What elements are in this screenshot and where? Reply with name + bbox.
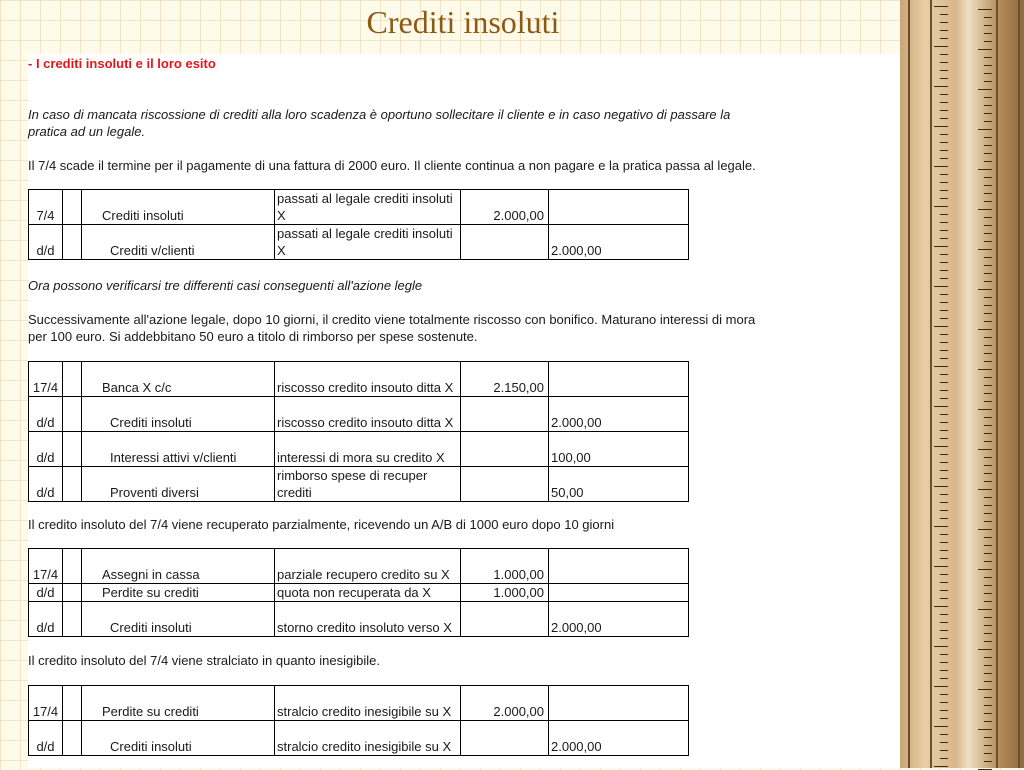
ruler-stripe: [930, 0, 932, 768]
ruler-tick: [934, 566, 948, 567]
ruler-stripe: [1018, 0, 1020, 768]
empty-cell: [63, 432, 82, 467]
ruler-tick: [940, 430, 948, 431]
ruler-tick: [940, 134, 948, 135]
ruler-tick: [934, 726, 948, 727]
dare-cell: 2.000,00: [461, 686, 549, 721]
ruler-tick: [940, 334, 948, 335]
journal-table-3: [28, 548, 689, 637]
table-row: [29, 686, 689, 721]
ruler-tick: [940, 670, 948, 671]
ruler-tick: [940, 238, 948, 239]
ruler-tick: [984, 321, 992, 322]
avere-cell: 2.000,00: [549, 225, 689, 260]
ruler-tick: [978, 489, 992, 490]
ruler-tick: [984, 481, 992, 482]
ruler-tick: [978, 89, 992, 90]
account-cell: Assegni in cassa: [82, 549, 275, 584]
ruler-tick: [984, 297, 992, 298]
ruler-stripe: [908, 0, 910, 768]
avere-cell: [549, 190, 689, 225]
ruler-tick: [940, 494, 948, 495]
paragraph-3-line-2: per 100 euro. Si addebbitano 50 euro a titolo di rimborso per spese sostenute.: [28, 329, 478, 344]
ruler-tick: [984, 25, 992, 26]
ruler-tick: [984, 377, 992, 378]
ruler-tick: [940, 278, 948, 279]
ruler-tick: [940, 710, 948, 711]
dare-cell: [461, 467, 549, 502]
ruler-tick: [940, 454, 948, 455]
ruler-tick: [978, 729, 992, 730]
paragraph-2: Ora possono verificarsi tre differenti casi conseguenti all'azione legle: [28, 278, 423, 293]
ruler-tick: [934, 446, 948, 447]
ruler-tick: [984, 201, 992, 202]
account-cell: Crediti insoluti: [82, 397, 275, 432]
ruler-tick: [984, 121, 992, 122]
date-cell: d/d: [29, 225, 63, 260]
ruler-tick: [940, 22, 948, 23]
ruler-tick: [934, 646, 948, 647]
ruler-tick: [984, 457, 992, 458]
description-cell: quota non recuperata da X: [275, 584, 461, 602]
dare-cell: [461, 225, 549, 260]
ruler-tick: [984, 97, 992, 98]
ruler-tick: [984, 345, 992, 346]
account-cell: Perdite su crediti: [82, 584, 275, 602]
ruler-tick: [934, 486, 948, 487]
empty-cell: [63, 397, 82, 432]
ruler-tick: [940, 478, 948, 479]
ruler-tick: [984, 753, 992, 754]
ruler-tick: [984, 601, 992, 602]
ruler-tick: [940, 390, 948, 391]
description-cell: rimborso spese di recuper crediti: [275, 467, 461, 502]
journal-table-2: [28, 361, 689, 502]
slide-title: Crediti insoluti: [366, 4, 560, 40]
ruler-tick: [940, 62, 948, 63]
dare-cell: [461, 397, 549, 432]
date-cell: d/d: [29, 432, 63, 467]
ruler-tick: [978, 529, 992, 530]
ruler-tick: [984, 665, 992, 666]
ruler-tick: [978, 369, 992, 370]
ruler-tick: [984, 185, 992, 186]
ruler-tick: [984, 561, 992, 562]
ruler-tick: [940, 718, 948, 719]
ruler-tick: [984, 705, 992, 706]
ruler-tick: [940, 574, 948, 575]
description-cell: passati al legale crediti insoluti X: [275, 225, 461, 260]
ruler-tick: [978, 689, 992, 690]
ruler-tick: [984, 137, 992, 138]
ruler-tick: [940, 742, 948, 743]
avere-cell: [549, 584, 689, 602]
ruler-tick: [940, 654, 948, 655]
ruler-tick: [940, 758, 948, 759]
empty-cell: [63, 721, 82, 756]
date-cell: 17/4: [29, 362, 63, 397]
ruler-tick: [984, 65, 992, 66]
ruler-tick: [984, 153, 992, 154]
ruler-tick: [940, 702, 948, 703]
date-cell: 17/4: [29, 686, 63, 721]
account-cell: Perdite su crediti: [82, 686, 275, 721]
account-cell: Crediti insoluti: [82, 602, 275, 637]
ruler-tick: [940, 94, 948, 95]
ruler-tick: [940, 14, 948, 15]
ruler-tick: [940, 78, 948, 79]
ruler-tick: [940, 630, 948, 631]
ruler-tick: [978, 289, 992, 290]
description-cell: riscosso credito insouto ditta X: [275, 362, 461, 397]
ruler-tick: [940, 142, 948, 143]
subtitle: - I crediti insoluti e il loro esito: [28, 56, 216, 71]
ruler-tick: [984, 233, 992, 234]
ruler-tick: [978, 169, 992, 170]
account-cell: Crediti insoluti: [82, 721, 275, 756]
journal-table-4: [28, 685, 689, 756]
ruler-tick: [978, 49, 992, 50]
dare-cell: 1.000,00: [461, 584, 549, 602]
ruler-tick: [978, 649, 992, 650]
ruler-tick: [934, 326, 948, 327]
ruler-tick: [984, 473, 992, 474]
table-row: [29, 721, 689, 756]
ruler-tick: [984, 433, 992, 434]
date-cell: d/d: [29, 467, 63, 502]
dare-cell: [461, 602, 549, 637]
ruler-tick: [984, 217, 992, 218]
ruler-tick: [940, 374, 948, 375]
ruler-tick: [940, 534, 948, 535]
ruler-tick: [940, 502, 948, 503]
ruler-tick: [934, 246, 948, 247]
ruler-tick: [940, 422, 948, 423]
avere-cell: 2.000,00: [549, 397, 689, 432]
empty-cell: [63, 467, 82, 502]
date-cell: d/d: [29, 602, 63, 637]
ruler-tick: [984, 617, 992, 618]
date-cell: 17/4: [29, 549, 63, 584]
date-cell: 7/4: [29, 190, 63, 225]
ruler-tick: [984, 441, 992, 442]
account-cell: Crediti insoluti: [82, 190, 275, 225]
ruler-tick: [934, 86, 948, 87]
ruler-tick: [940, 582, 948, 583]
ruler-tick: [984, 585, 992, 586]
dare-cell: 2.150,00: [461, 362, 549, 397]
ruler-stripe: [996, 0, 998, 768]
table-row: [29, 602, 689, 637]
ruler-tick: [984, 417, 992, 418]
ruler-tick: [940, 294, 948, 295]
table-row: [29, 362, 689, 397]
ruler-tick: [984, 633, 992, 634]
ruler-tick: [984, 713, 992, 714]
paragraph-4: Il credito insoluto del 7/4 viene recuperato parzialmente, ricevendo un A/B di 1000 euro dopo 10 giorni: [28, 517, 615, 532]
ruler-tick: [984, 625, 992, 626]
ruler-tick: [940, 622, 948, 623]
ruler-tick: [940, 190, 948, 191]
ruler-tick: [978, 409, 992, 410]
empty-cell: [63, 362, 82, 397]
date-cell: d/d: [29, 721, 63, 756]
description-cell: interessi di mora su credito X: [275, 432, 461, 467]
avere-cell: 2.000,00: [549, 721, 689, 756]
account-cell: Banca X c/c: [82, 362, 275, 397]
empty-cell: [63, 190, 82, 225]
ruler-tick: [934, 6, 948, 7]
table-row: [29, 584, 689, 602]
ruler-tick: [940, 382, 948, 383]
ruler-tick: [984, 641, 992, 642]
ruler-tick: [984, 33, 992, 34]
ruler-tick: [978, 129, 992, 130]
journal-table-1: [28, 189, 689, 260]
ruler-tick: [940, 150, 948, 151]
empty-cell: [63, 584, 82, 602]
table-row: [29, 225, 689, 260]
avere-cell: 2.000,00: [549, 602, 689, 637]
ruler-tick: [984, 145, 992, 146]
ruler-tick: [934, 166, 948, 167]
date-cell: d/d: [29, 584, 63, 602]
ruler-tick: [984, 497, 992, 498]
ruler-tick: [984, 161, 992, 162]
ruler-tick: [934, 366, 948, 367]
ruler-tick: [940, 214, 948, 215]
ruler-tick: [934, 286, 948, 287]
ruler-tick: [940, 158, 948, 159]
ruler-tick: [984, 761, 992, 762]
ruler-tick: [940, 318, 948, 319]
ruler-tick: [984, 265, 992, 266]
ruler-tick: [984, 193, 992, 194]
ruler-tick: [940, 270, 948, 271]
ruler-tick: [934, 606, 948, 607]
ruler-tick: [984, 73, 992, 74]
ruler-tick: [984, 105, 992, 106]
ruler-tick: [934, 686, 948, 687]
dare-cell: [461, 721, 549, 756]
ruler-tick: [940, 678, 948, 679]
ruler-tick: [934, 206, 948, 207]
date-cell: d/d: [29, 397, 63, 432]
ruler-tick: [984, 465, 992, 466]
ruler-tick: [984, 281, 992, 282]
ruler-tick: [984, 721, 992, 722]
ruler-tick: [984, 113, 992, 114]
paragraph-1: Il 7/4 scade il termine per il pagamente di una fattura di 2000 euro. Il cliente continua a non pagare e la pratica passa al legale.: [28, 158, 756, 173]
ruler-tick: [940, 198, 948, 199]
account-cell: Interessi attivi v/clienti: [82, 432, 275, 467]
table-row: [29, 432, 689, 467]
paragraph-3-line-1: Successivamente all'azione legale, dopo 10 giorni, il credito viene totalmente riscosso con bonifico. Maturano interessi di mora: [28, 312, 756, 327]
ruler-tick: [940, 222, 948, 223]
ruler-tick: [978, 249, 992, 250]
ruler-tick: [940, 638, 948, 639]
dare-cell: 1.000,00: [461, 549, 549, 584]
ruler-tick: [940, 542, 948, 543]
ruler-tick: [984, 593, 992, 594]
ruler-tick: [984, 425, 992, 426]
ruler-tick: [984, 697, 992, 698]
ruler-tick: [984, 513, 992, 514]
account-cell: Proventi diversi: [82, 467, 275, 502]
dare-cell: [461, 432, 549, 467]
ruler-tick: [984, 521, 992, 522]
avere-cell: [549, 686, 689, 721]
empty-cell: [63, 602, 82, 637]
ruler-tick: [940, 590, 948, 591]
ruler-tick: [984, 337, 992, 338]
description-cell: riscosso credito insouto ditta X: [275, 397, 461, 432]
ruler-tick: [984, 241, 992, 242]
ruler-tick: [984, 361, 992, 362]
ruler-tick: [940, 518, 948, 519]
ruler-tick: [940, 102, 948, 103]
ruler-tick: [940, 750, 948, 751]
dare-cell: 2.000,00: [461, 190, 549, 225]
ruler-tick: [934, 766, 948, 767]
ruler-tick: [984, 577, 992, 578]
ruler-tick: [984, 225, 992, 226]
ruler-tick: [978, 609, 992, 610]
avere-cell: [549, 549, 689, 584]
ruler-tick: [984, 57, 992, 58]
avere-cell: 50,00: [549, 467, 689, 502]
ruler-tick: [940, 174, 948, 175]
empty-cell: [63, 225, 82, 260]
ruler-tick: [940, 662, 948, 663]
ruler-tick: [940, 614, 948, 615]
ruler-tick: [940, 30, 948, 31]
ruler-tick: [984, 545, 992, 546]
avere-cell: [549, 362, 689, 397]
ruler-tick: [984, 745, 992, 746]
ruler-tick: [940, 342, 948, 343]
ruler-tick: [940, 462, 948, 463]
ruler-tick: [940, 262, 948, 263]
description-cell: storno credito insoluto verso X: [275, 602, 461, 637]
ruler-tick: [940, 358, 948, 359]
description-cell: stralcio credito inesigibile su X: [275, 686, 461, 721]
ruler-tick: [984, 673, 992, 674]
ruler-tick: [984, 681, 992, 682]
ruler-tick: [984, 81, 992, 82]
ruler-tick: [984, 313, 992, 314]
ruler-tick: [934, 526, 948, 527]
ruler-tick: [984, 657, 992, 658]
paragraph-5: Il credito insoluto del 7/4 viene stralciato in quanto inesigibile.: [28, 653, 380, 668]
ruler-tick: [984, 17, 992, 18]
ruler-tick: [940, 54, 948, 55]
ruler-tick: [940, 254, 948, 255]
ruler-tick: [984, 401, 992, 402]
ruler-tick: [940, 510, 948, 511]
ruler-tick: [940, 598, 948, 599]
ruler-tick: [940, 470, 948, 471]
ruler-tick: [940, 438, 948, 439]
ruler-decoration: [900, 0, 1024, 768]
empty-cell: [63, 549, 82, 584]
ruler-tick: [934, 406, 948, 407]
ruler-tick: [984, 537, 992, 538]
ruler-tick: [984, 305, 992, 306]
ruler-tick: [940, 558, 948, 559]
ruler-tick: [940, 398, 948, 399]
ruler-tick: [984, 273, 992, 274]
table-row: [29, 190, 689, 225]
ruler-tick: [978, 569, 992, 570]
ruler-tick: [940, 38, 948, 39]
ruler-tick: [978, 209, 992, 210]
description-cell: parziale recupero credito su X: [275, 549, 461, 584]
ruler-tick: [978, 9, 992, 10]
ruler-tick: [940, 550, 948, 551]
ruler-tick: [940, 302, 948, 303]
ruler-tick: [984, 553, 992, 554]
ruler-tick: [984, 257, 992, 258]
ruler-tick: [940, 230, 948, 231]
intro-line-1: In caso di mancata riscossione di crediti alla loro scadenza è oportuno sollecitare il cliente e in caso negativo di passare la: [28, 107, 731, 122]
ruler-tick: [940, 110, 948, 111]
ruler-tick: [940, 414, 948, 415]
ruler-tick: [940, 182, 948, 183]
description-cell: stralcio credito inesigibile su X: [275, 721, 461, 756]
ruler-tick: [984, 385, 992, 386]
ruler-tick: [978, 329, 992, 330]
ruler-tick: [984, 353, 992, 354]
table-row: [29, 549, 689, 584]
ruler-tick: [984, 177, 992, 178]
ruler-tick: [934, 46, 948, 47]
ruler-tick: [984, 737, 992, 738]
account-cell: Crediti v/clienti: [82, 225, 275, 260]
intro-line-2: pratica ad un legale.: [28, 124, 146, 139]
ruler-tick: [984, 505, 992, 506]
empty-cell: [63, 686, 82, 721]
ruler-tick: [940, 118, 948, 119]
ruler-tick: [940, 70, 948, 71]
ruler-tick: [940, 350, 948, 351]
ruler-tick: [940, 310, 948, 311]
description-cell: passati al legale crediti insoluti X: [275, 190, 461, 225]
ruler-tick: [934, 126, 948, 127]
ruler-tick: [940, 734, 948, 735]
table-row: [29, 467, 689, 502]
ruler-tick: [940, 694, 948, 695]
ruler-tick: [978, 449, 992, 450]
avere-cell: 100,00: [549, 432, 689, 467]
table-row: [29, 397, 689, 432]
ruler-tick: [984, 393, 992, 394]
ruler-tick: [984, 41, 992, 42]
